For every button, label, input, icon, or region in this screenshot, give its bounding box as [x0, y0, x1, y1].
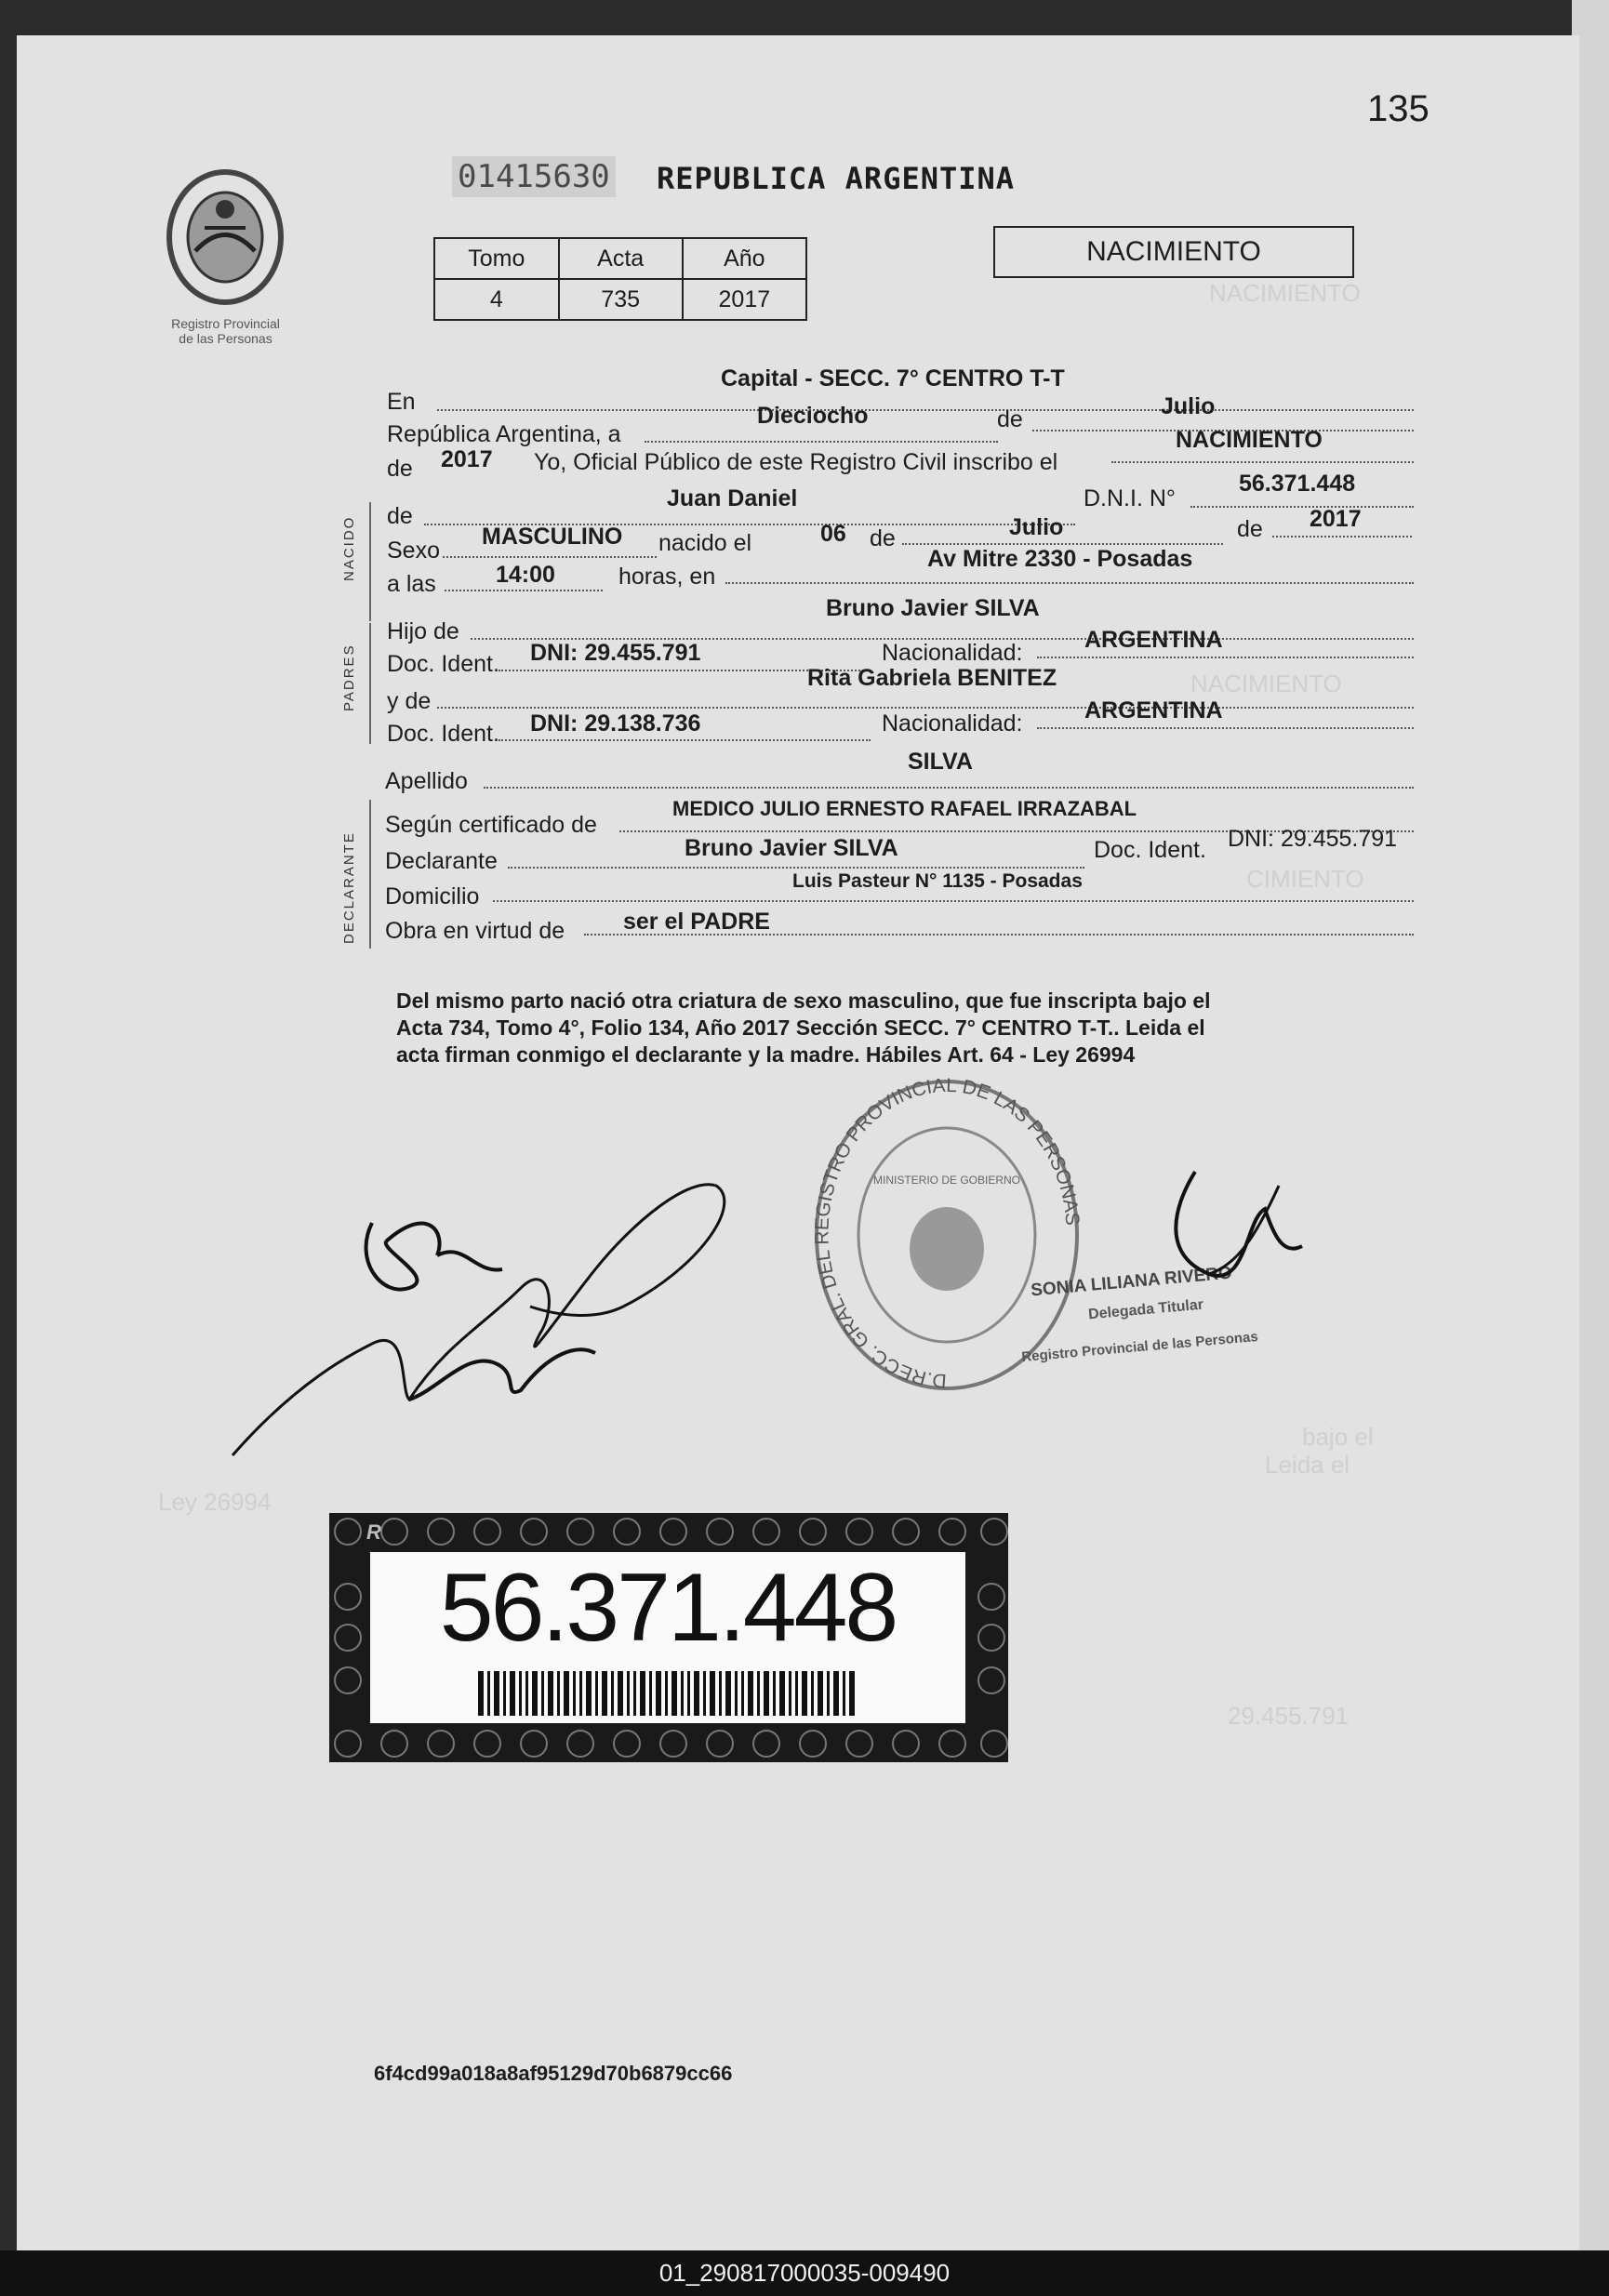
label-domicilio: Domicilio [385, 883, 480, 909]
label-republica: República Argentina, a [387, 421, 621, 447]
declarant-signature [223, 1167, 744, 1465]
officer-signature [1153, 1153, 1311, 1293]
value-declarante: Bruno Javier SILVA [685, 835, 898, 861]
footer-id: 01_290817000035-009490 [0, 2250, 1609, 2296]
note-line: Acta 734, Tomo 4°, Folio 134, Año 2017 Sección SECC. 7° CENTRO T-T.. Leida el [396, 1015, 1205, 1040]
label-obra: Obra en virtud de [385, 918, 565, 944]
serial-stamp: 01415630 [452, 156, 616, 197]
page-number: 135 [1367, 88, 1429, 129]
country-title: REPUBLICA ARGENTINA [657, 161, 1016, 196]
side-label-declarante: DECLARANTE [341, 831, 357, 944]
label-sexo: Sexo [387, 538, 440, 564]
note-line: acta firman conmigo el declarante y la madre. Hábiles Art. 64 - Ley 26994 [396, 1042, 1136, 1067]
label-alas: a las [387, 571, 436, 597]
value-doc-madre: DNI: 29.138.736 [530, 710, 701, 737]
label-dni: D.N.I. N° [1084, 485, 1176, 511]
side-label-nacido: NACIDO [341, 515, 357, 581]
label-de2: de [1237, 516, 1263, 542]
value-mes-nac: Julio [1009, 514, 1064, 540]
label-declarante: Declarante [385, 848, 498, 874]
value-nombre: Juan Daniel [667, 485, 798, 511]
table-cell: 735 [559, 279, 683, 320]
value-acto: NACIMIENTO [1176, 427, 1323, 453]
value-apellido: SILVA [908, 749, 973, 775]
security-pattern-letter: R [366, 1520, 381, 1544]
emblem-caption-1: Registro Provincial [171, 316, 280, 331]
value-madre: Rita Gabriela BENITEZ [807, 665, 1057, 691]
value-doc-declarante: DNI: 29.455.791 [1228, 826, 1398, 852]
table-cell: 4 [434, 279, 559, 320]
seal-inner-text: MINISTERIO DE GOBIERNO [872, 1174, 1021, 1187]
label-en: En [387, 389, 416, 415]
officer-signature-icon [1153, 1153, 1311, 1293]
value-obra: ser el PADRE [623, 909, 770, 935]
value-year: 2017 [441, 446, 493, 472]
document-type-box: NACIMIENTO [993, 226, 1354, 278]
value-month: Julio [1161, 393, 1216, 419]
label-doc-madre: Doc. Ident. [387, 721, 499, 747]
label-de1: de [870, 525, 896, 551]
document-hash: 6f4cd99a018a8af95129d70b6879cc66 [374, 2062, 733, 2085]
side-divider [369, 502, 371, 621]
table-header: Tomo [434, 238, 559, 279]
officer-office: Registro Provincial de las Personas [1020, 1328, 1259, 1366]
value-hora: 14:00 [496, 562, 555, 588]
label-doc-declarante: Doc. Ident. [1094, 837, 1206, 863]
label-de-year: de [387, 456, 413, 482]
value-nac-padre: ARGENTINA [1084, 627, 1223, 653]
value-domicilio: Luis Pasteur N° 1135 - Posadas [792, 870, 1083, 892]
value-en: Capital - SECC. 7° CENTRO T-T [721, 365, 1065, 392]
value-certificado: MEDICO JULIO ERNESTO RAFAEL IRRAZABAL [672, 797, 1137, 820]
record-table [433, 237, 807, 321]
label-yde: y de [387, 688, 432, 714]
table-header: Acta [559, 238, 683, 279]
label-nac-madre: Nacionalidad: [882, 710, 1023, 737]
barcode-number: 56.371.448 [439, 1554, 897, 1662]
label-hijo: Hijo de [387, 618, 459, 644]
label-de-nombre: de [387, 503, 413, 529]
value-doc-padre: DNI: 29.455.791 [530, 640, 701, 666]
table-cell: 2017 [683, 279, 806, 320]
label-nac-padre: Nacionalidad: [882, 640, 1023, 666]
value-dni: 56.371.448 [1239, 471, 1356, 497]
side-divider [369, 800, 371, 949]
officer-name: SONIA LILIANA RIVERO [1030, 1263, 1233, 1301]
label-certificado: Según certificado de [385, 812, 597, 838]
seal-ring-text: D.RECC. GRAL. DEL REGISTRO PROVINCIAL DE LAS PERSONAS [811, 1074, 1084, 1392]
barcode-icon [478, 1671, 859, 1716]
label-nacido: nacido el [658, 530, 752, 556]
label-horas: horas, en [618, 564, 716, 590]
declarant-signature-icon [223, 1167, 744, 1465]
officer-role: Delegada Titular [1087, 1296, 1204, 1323]
barcode-label [329, 1513, 1008, 1762]
emblem-caption-2: de las Personas [179, 331, 273, 346]
note-line: Del mismo parto nació otra criatura de sexo masculino, que fue inscripta bajo el [396, 989, 1211, 1013]
value-anio-nac: 2017 [1310, 506, 1362, 532]
value-nac-madre: ARGENTINA [1084, 697, 1223, 723]
value-dia: 06 [820, 521, 846, 547]
text-inscribo: Yo, Oficial Público de este Registro Civil inscribo el [534, 449, 1058, 475]
value-lugar: Av Mitre 2330 - Posadas [927, 546, 1193, 572]
table-header: Año [683, 238, 806, 279]
side-label-padres: PADRES [341, 644, 357, 711]
note-paragraph [396, 988, 1419, 1068]
value-sexo: MASCULINO [482, 524, 623, 550]
barcode-inner [370, 1552, 965, 1723]
value-padre: Bruno Javier SILVA [826, 595, 1040, 621]
label-apellido: Apellido [385, 768, 468, 794]
side-divider [369, 623, 371, 744]
label-de: de [997, 406, 1023, 432]
provincial-emblem [149, 163, 302, 349]
provincial-emblem-icon [149, 163, 302, 312]
value-day: Dieciocho [757, 403, 869, 429]
label-doc-padre: Doc. Ident. [387, 651, 499, 677]
